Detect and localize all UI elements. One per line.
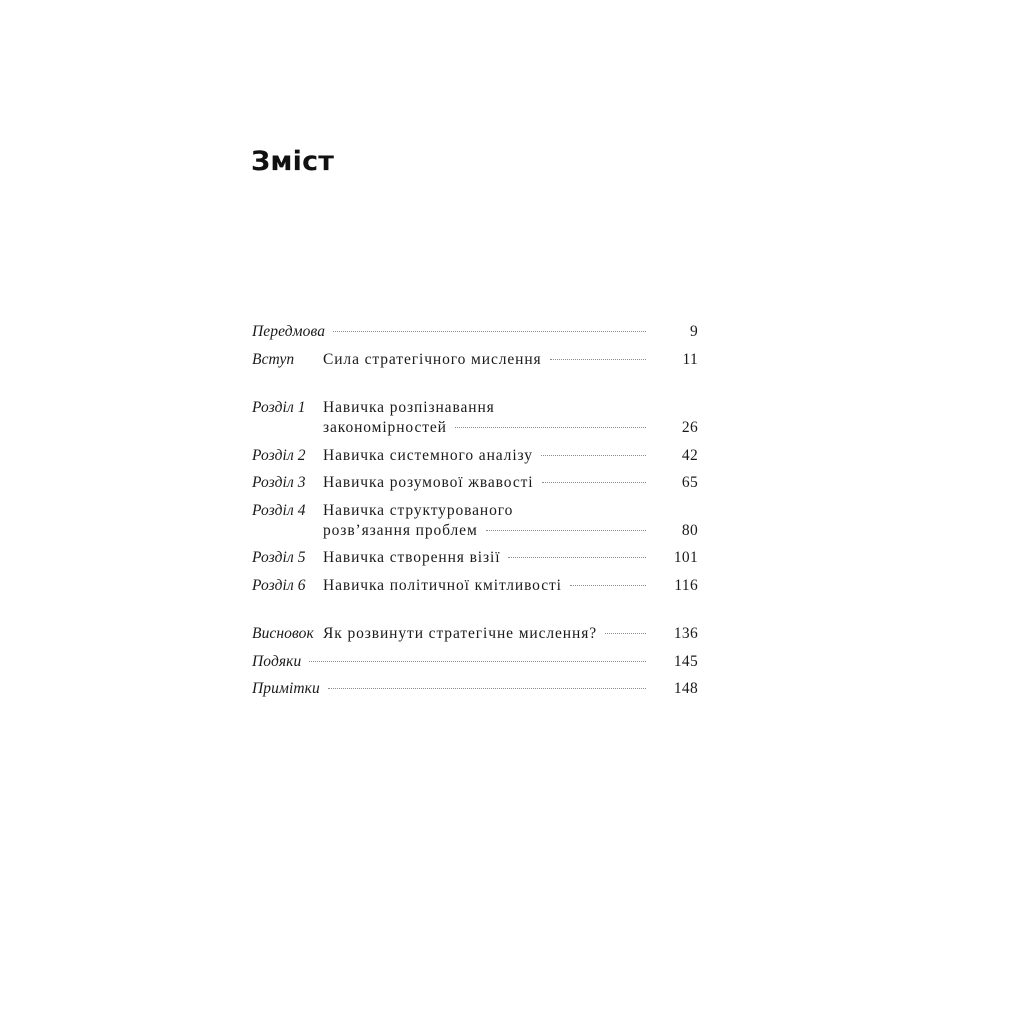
- toc-entry-body: [323, 350, 698, 370]
- toc-page-number: 11: [682, 350, 698, 368]
- toc-entry-line: [323, 418, 698, 438]
- toc-entry-body: [323, 446, 698, 466]
- toc-page-number: 26: [681, 419, 698, 436]
- toc-entry-label: Розділ 6: [252, 576, 306, 594]
- toc-entry-title: Навичка структурованого: [323, 501, 514, 519]
- toc-entry-title: Навичка розумової жвавості: [323, 474, 534, 491]
- toc-entry-title: Навичка розпізнавання: [323, 399, 495, 416]
- toc-entry-line: [323, 398, 698, 418]
- toc-entry-title: Як розвинути стратегічне мислення?: [323, 625, 597, 642]
- toc-entry-line: [323, 501, 698, 521]
- toc-entry-body: [323, 473, 698, 493]
- toc-entry[interactable]: [252, 446, 698, 466]
- toc-entry-title: розв’язання проблем: [323, 521, 478, 539]
- toc-page-number: 42: [681, 446, 698, 464]
- toc-page-number: 116: [674, 576, 698, 594]
- toc-page-number: 9: [689, 323, 698, 340]
- toc-entry-label: Розділ 5: [252, 549, 306, 566]
- toc-entry-line: [323, 446, 698, 466]
- table-of-contents: [252, 322, 698, 707]
- toc-entry[interactable]: [252, 322, 698, 342]
- dot-leader: [309, 661, 646, 662]
- toc-entry-line: [323, 473, 698, 493]
- toc-entry-line: [323, 576, 698, 596]
- toc-entry[interactable]: [252, 548, 698, 568]
- dot-leader: [333, 331, 646, 332]
- toc-entry-title: закономірностей: [323, 419, 447, 436]
- toc-entry-label: Розділ 4: [252, 501, 306, 519]
- toc-group: [252, 624, 698, 699]
- dot-leader: [550, 359, 646, 360]
- section-gap: [252, 603, 698, 624]
- toc-entry-label: Подяки: [252, 652, 302, 670]
- toc-entry-title: Навичка політичної кмітливості: [323, 576, 562, 594]
- toc-entry-label: Розділ 1: [252, 399, 306, 416]
- toc-entry-line: [323, 350, 698, 370]
- toc-entry[interactable]: [252, 624, 698, 644]
- toc-entry-label: Розділ 3: [252, 474, 306, 491]
- toc-entry[interactable]: [252, 679, 698, 699]
- toc-entry-title: Навичка системного аналізу: [323, 446, 533, 464]
- toc-page-number: 80: [681, 521, 698, 539]
- toc-entry-title: Навичка створення візії: [323, 549, 501, 566]
- toc-entry[interactable]: [252, 576, 698, 596]
- section-gap: [252, 377, 698, 398]
- toc-entry-title: Сила стратегічного мислення: [323, 350, 542, 368]
- dot-leader: [541, 455, 646, 456]
- dot-leader: [455, 427, 646, 428]
- toc-entry-body: [323, 548, 698, 568]
- toc-page-number: 65: [681, 474, 698, 491]
- toc-entry[interactable]: [252, 398, 698, 438]
- toc-group: [252, 322, 698, 370]
- page-title: Зміст: [251, 146, 335, 177]
- toc-entry-line: [323, 624, 698, 644]
- toc-entry-line: [323, 548, 698, 568]
- toc-entry-line: [301, 652, 698, 672]
- toc-entry[interactable]: [252, 473, 698, 493]
- toc-entry-body: [323, 398, 698, 438]
- toc-entry-line: [320, 679, 698, 699]
- dot-leader: [570, 585, 646, 586]
- toc-entry[interactable]: [252, 350, 698, 370]
- toc-page-number: 148: [673, 680, 698, 697]
- toc-entry-body: [323, 576, 698, 596]
- toc-entry[interactable]: [252, 501, 698, 541]
- toc-page-number: 145: [673, 652, 698, 670]
- dot-leader: [605, 633, 646, 634]
- toc-entry-line: [323, 521, 698, 541]
- toc-entry-label: Розділ 2: [252, 446, 306, 464]
- toc-page-number: 101: [673, 549, 698, 566]
- toc-entry-line: [325, 322, 698, 342]
- dot-leader: [328, 688, 646, 689]
- toc-group: [252, 398, 698, 596]
- toc-entry-body: [323, 501, 698, 541]
- toc-entry-label: Передмова: [252, 323, 326, 340]
- toc-entry-label: Примітки: [252, 680, 320, 697]
- dot-leader: [542, 482, 647, 483]
- toc-entry-label: Вступ: [252, 350, 295, 368]
- toc-entry-body: [323, 624, 698, 644]
- toc-entry[interactable]: [252, 652, 698, 672]
- toc-entry-label: Висновок: [252, 625, 314, 642]
- dot-leader: [486, 530, 646, 531]
- dot-leader: [508, 557, 646, 558]
- toc-page-number: 136: [673, 625, 698, 642]
